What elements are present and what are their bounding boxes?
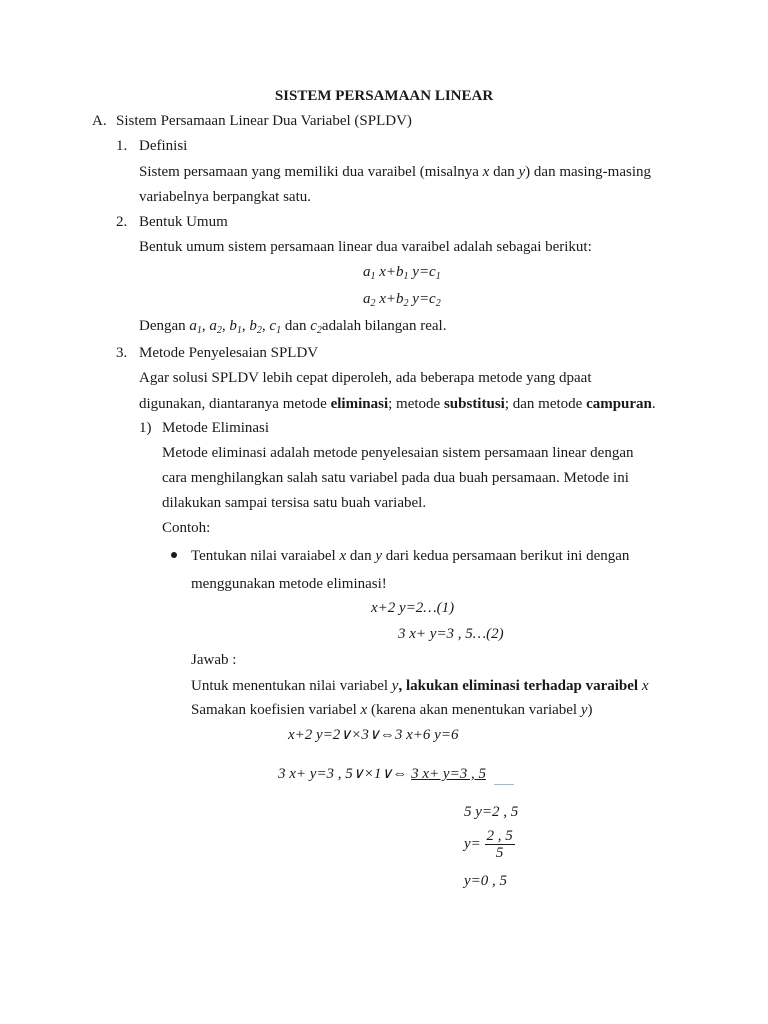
item2-number: 2. <box>116 214 128 230</box>
item3-number: 3. <box>116 345 128 361</box>
item3-heading: Metode Penyelesaian SPLDV <box>139 345 319 361</box>
item3-para2: digunakan, diantaranya metode eliminasi; metode substitusi; dan metode campuran. <box>139 396 656 412</box>
jawab-line2: Samakan koefisien variabel x (karena akan menentukan variabel y) <box>191 702 593 718</box>
result-step-1: 5 y=2 , 5 <box>464 804 519 820</box>
page-title: SISTEM PERSAMAAN LINEAR <box>274 88 494 104</box>
example-equation-1: x+2 y=2…(1) <box>371 600 455 616</box>
example-question-line1: Tentukan nilai varaiabel x dan y dari kedua persamaan berikut ini dengan <box>191 548 630 564</box>
fraction: $\frac{2 , 5}{5}$ <box>486 828 513 861</box>
item3-para1: Agar solusi SPLDV lebih cepat diperoleh, ada beberapa metode yang dpaat <box>139 370 592 386</box>
elimination-step-2: 3 x+ y=3 , 5∨×1∨⇔ 3 x+ y=3 , 5 <box>278 766 486 782</box>
sub1-desc3: dilakukan sampai tersisa satu buah variabel. <box>162 495 427 511</box>
item1-number: 1. <box>116 138 128 154</box>
example-question-line2: menggunakan metode eliminasi! <box>191 576 387 592</box>
item2-heading: Bentuk Umum <box>139 214 228 230</box>
item1-line2: variabelnya berpangkat satu. <box>139 189 312 205</box>
general-equation-2: $a_2$ $x+b_2$ $y=c_2$ <box>363 291 441 309</box>
sub1-desc1: Metode eliminasi adalah metode penyelesaian sistem persamaan linear dengan <box>162 445 634 461</box>
elimination-step-1: x+2 y=2∨×3∨⇔3 x+6 y=6 <box>288 727 459 743</box>
section-a-heading: Sistem Persamaan Linear Dua Variabel (SPLDV) <box>116 113 412 129</box>
bullet-marker <box>171 552 177 558</box>
jawab-line1: Untuk menentukan nilai variabel y, lakukan eliminasi terhadap varaibel x <box>191 678 649 694</box>
result-step-3: y=0 , 5 <box>464 873 508 889</box>
sub1-number: 1) <box>139 420 152 436</box>
result-step-2: y= $\frac{2 , 5}{5}$ <box>464 828 513 861</box>
section-a-label: A. <box>92 113 107 129</box>
sub1-heading: Metode Eliminasi <box>162 420 270 436</box>
jawab-label: Jawab : <box>191 652 237 668</box>
cursor-mark <box>494 784 514 785</box>
contoh-label: Contoh: <box>162 520 211 536</box>
sub1-desc2: cara menghilangkan salah satu variabel pada dua buah persamaan. Metode ini <box>162 470 629 486</box>
item1-line1: Sistem persamaan yang memiliki dua varaibel (misalnya x dan y) dan masing-masing <box>139 164 651 180</box>
item1-heading: Definisi <box>139 138 188 154</box>
example-equation-2: 3 x+ y=3 , 5…(2) <box>398 626 504 642</box>
general-equation-1: $a_1$ $x+b_1$ $y=c_1$ <box>363 264 441 282</box>
item2-intro: Bentuk umum sistem persamaan linear dua varaibel adalah sebagai berikut: <box>139 239 592 255</box>
item2-dengan-line: Dengan $a_1$, $a_2$, $b_1$, $b_2$, $c_1$ dan $c_2adalah$ bilangan real. <box>139 318 447 336</box>
